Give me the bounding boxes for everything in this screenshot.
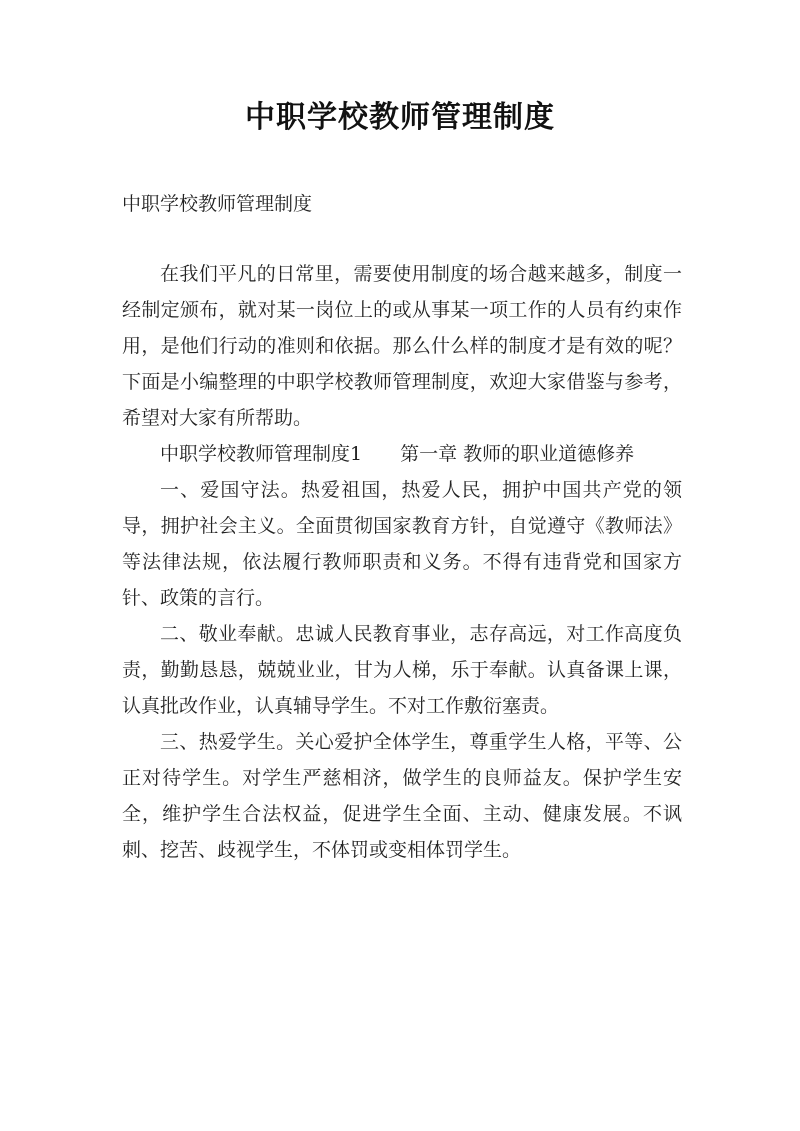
section-heading: 中职学校教师管理制度1 第一章 教师的职业道德修养 [160,443,635,465]
document-body [122,256,682,868]
item-paragraph-1: 一、爱国守法。热爱祖国，热爱人民，拥护中国共产党的领导，拥护社会主义。全面贯彻国家教育方针，自觉遵守《教师法》等法律法规，依法履行教师职责和义务。不得有违背党和国家方针、政策的言行。 [122,479,682,609]
document-title: 中职学校教师管理制度 [245,100,555,135]
item-paragraph-2: 二、敬业奉献。忠诚人民教育事业，志存高远，对工作高度负责，勤勤恳恳，兢兢业业，甘为人梯，乐于奉献。认真备课上课，认真批改作业，认真辅导学生。不对工作敷衍塞责。 [122,623,682,717]
document-subtitle: 中职学校教师管理制度 [122,193,313,215]
intro-paragraph: 在我们平凡的日常里，需要使用制度的场合越来越多，制度一经制定颁布，就对某一岗位上的或从事某一项工作的人员有约束作用，是他们行动的准则和依据。那么什么样的制度才是有效的呢？下面是小编整理的中职学校教师管理制度，欢迎大家借鉴与参考，希望对大家有所帮助。 [122,263,682,429]
item-paragraph-3: 三、热爱学生。关心爱护全体学生，尊重学生人格，平等、公正对待学生。对学生严慈相济，做学生的良师益友。保护学生安全，维护学生合法权益，促进学生全面、主动、健康发展。不讽刺、挖苦、歧视学生，不体罚或变相体罚学生。 [122,731,682,861]
